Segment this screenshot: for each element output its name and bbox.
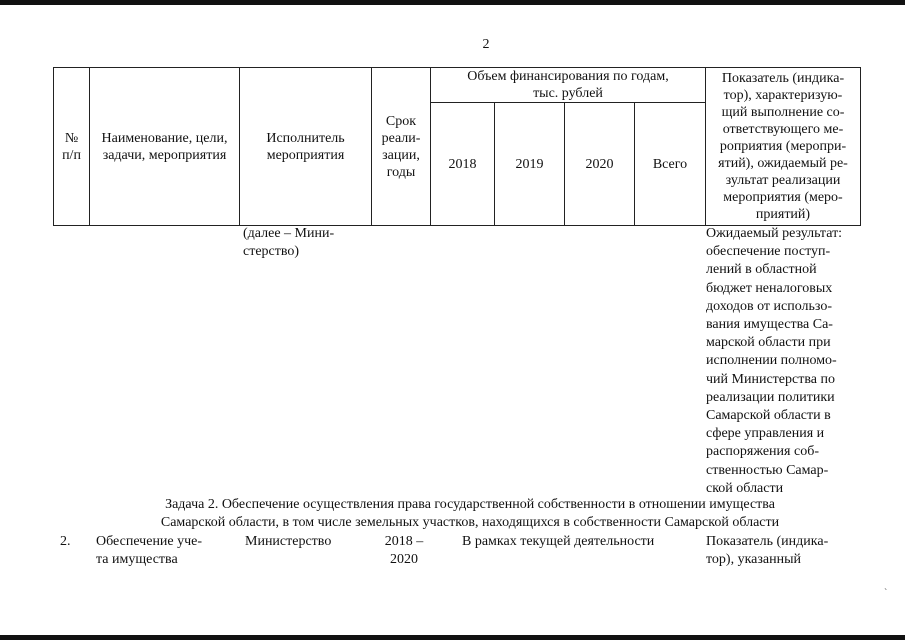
table-header (53, 67, 861, 226)
header-right-line (860, 67, 861, 226)
row-2-indicator: Показатель (индика- тор), указанный (706, 534, 829, 568)
row-2-num: 2. (60, 534, 71, 549)
header-num: № п/п (62, 130, 81, 163)
bottom-scan-border (0, 635, 905, 640)
page-number: 2 (482, 37, 490, 52)
row-2-funding: В рамках текущей деятельности (462, 534, 655, 549)
row-2-term: 2018 – 2020 (384, 534, 424, 568)
continuation-indicator: Ожидаемый результат: обеспечение поступ- лений в областной бюджет неналоговых доходов от использо- вания имущества Са- марской области при исполнении полномо- чий Министерства по реализации политики Самарской области в сфере управления и распоряжения соб- ственностью Самар- ской области (706, 226, 843, 496)
header-term: Срок реали- зации, годы (381, 113, 421, 180)
task-2-title: Задача 2. Обеспечение осуществления права государственной собственности в отношении имущества Самарской области, в том числе земельных участков, находящихся в собственности Самарской области (160, 497, 780, 531)
header-funding: Объем финансирования по годам, тыс. рублей (467, 69, 669, 101)
stray-mark: ` (884, 588, 888, 599)
header-year-2019: 2019 (515, 156, 544, 172)
header-executor: Исполнитель мероприятия (266, 130, 345, 163)
top-scan-border (0, 0, 905, 5)
header-indicator: Показатель (индика- тор), характеризую- щий выполнение со- ответствующего ме- роприятия (меропри- ятий), ожидаемый ре- зультат реализации мероприятия (меро- приятий) (718, 71, 848, 222)
row-2-name: Обеспечение уче- та имущества (96, 534, 203, 568)
row-2-executor: Министерство (245, 534, 332, 549)
header-year-2020: 2020 (585, 156, 614, 172)
header-name: Наименование, цели, задачи, мероприятия (101, 130, 228, 163)
header-year-2018: 2018 (448, 156, 477, 172)
header-total: Всего (652, 156, 688, 172)
continuation-executor: (далее – Мини- стерство) (243, 226, 335, 260)
